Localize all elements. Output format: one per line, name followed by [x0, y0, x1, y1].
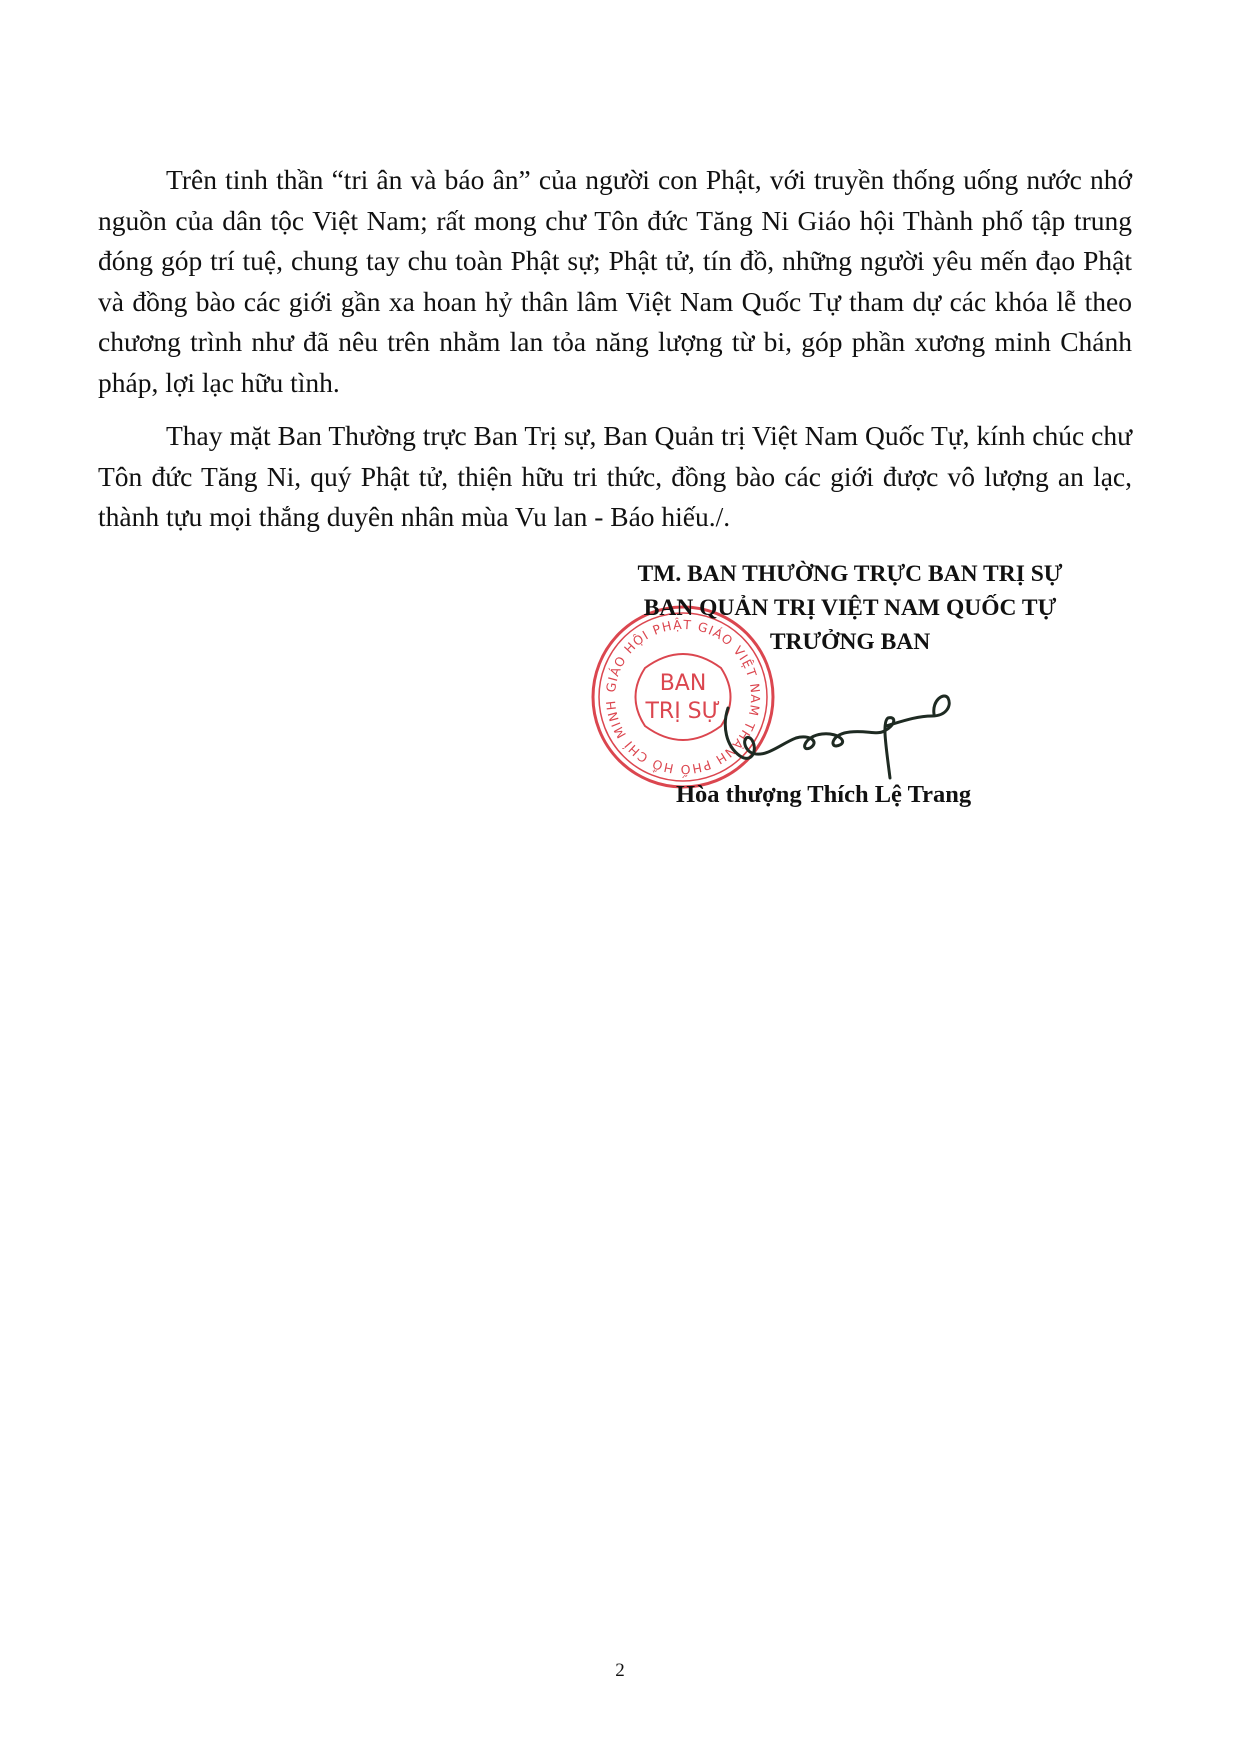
signer-name: Hòa thượng Thích Lệ Trang [676, 781, 972, 808]
handwritten-signature [700, 686, 990, 784]
signature-title-line-3: TRƯỞNG BAN [769, 629, 931, 655]
seal-center-line-2: TRỊ SỰ [645, 699, 721, 724]
signature-block [580, 557, 1120, 659]
paragraph-2 [98, 416, 1132, 538]
paragraph-1-text: Trên tinh thần “tri ân và báo ân” của người con Phật, với truyền thống uống nước nhớ nguồn của dân tộc Việt Nam; rất mong chư Tôn đức Tăng Ni Giáo hội Thành phố tập trung đóng góp trí tuệ, chung tay chu toàn Phật sự; Phật tử, tín đồ, những người yêu mến đạo Phật và đồng bào các giới gần xa hoan hỷ thân lâm Việt Nam Quốc Tự tham dự các khóa lễ theo chương trình như đã nêu trên nhằm lan tỏa năng lượng từ bi, góp phần xương minh Chánh pháp, lợi lạc hữu tình. [98, 164, 1132, 398]
signature-title-line-1: TM. BAN THƯỜNG TRỰC BAN TRỊ SỰ [637, 561, 1063, 587]
paragraph-2-text: Thay mặt Ban Thường trực Ban Trị sự, Ban Quản trị Việt Nam Quốc Tự, kính chúc chư Tôn đức Tăng Ni, quý Phật tử, thiện hữu tri thức, đồng bào các giới được vô lượng an lạc, thành tựu mọi thắng duyên nhân mùa Vu lan - Báo hiếu./. [98, 420, 1132, 532]
signature-title-line-2: BAN QUẢN TRỊ VIỆT NAM QUỐC TỰ [643, 595, 1057, 621]
seal-ring-text: GIÁO HỘI PHẬT GIÁO VIỆT NAM THÀNH PHỐ HỒ CHÍ MINH [602, 616, 764, 778]
seal-center-line-1: BAN [659, 671, 707, 696]
page-number: 2 [615, 1660, 625, 1681]
paragraph-1 [98, 160, 1132, 403]
